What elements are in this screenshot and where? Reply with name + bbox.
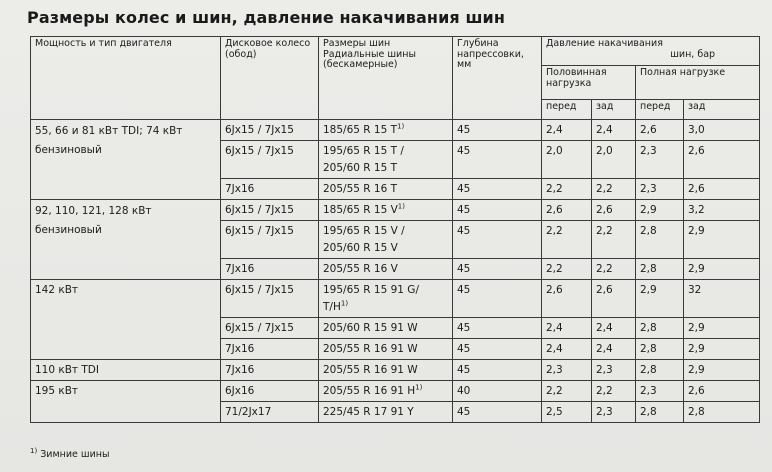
rim-cell: 6Jx15 / 7Jx15 — [221, 141, 319, 179]
half-rear-cell: 2,3 — [592, 360, 636, 381]
full-front-cell: 2,8 — [636, 259, 684, 280]
half-front-cell: 2,0 — [542, 141, 592, 179]
engine-cell: 110 кВт TDI — [31, 360, 221, 381]
header-half-load: Половинная нагрузка — [542, 66, 636, 99]
header-engine: Мощность и тип двигателя — [31, 37, 221, 120]
tire-cell: 205/55 R 16 91 $H^{1)}$ — [319, 381, 453, 402]
engine-cell — [31, 381, 221, 423]
full-front-cell: 2,8 — [636, 360, 684, 381]
depth-cell: 45 — [453, 200, 542, 221]
depth-cell: 45 — [453, 120, 542, 141]
full-rear-cell: 2,6 — [684, 381, 760, 402]
engine-cell — [31, 120, 221, 200]
half-front-cell: 2,3 — [542, 360, 592, 381]
depth-cell: 45 — [453, 259, 542, 280]
full-front-cell: 2,9 — [636, 280, 684, 318]
rim-cell: 6Jx15 / 7Jx15 — [221, 120, 319, 141]
full-front-cell: 2,3 — [636, 141, 684, 179]
tire-cell: 185/65 R 15 $T^{1)}$ — [319, 120, 453, 141]
table-row — [31, 280, 760, 318]
engine-label: 55, 66 и 81 кВт TDI; 74 кВт — [35, 125, 183, 137]
tire-cell: 195/65 R 15 T / 205/60 R 15 T — [319, 141, 453, 179]
half-front-cell: 2,2 — [542, 221, 592, 259]
half-rear-cell: 2,2 — [592, 381, 636, 402]
half-front-cell: 2,2 — [542, 259, 592, 280]
header-tire-size-line1: Размеры шин — [323, 38, 391, 49]
tire-cell: 205/55 R 16 T — [319, 179, 453, 200]
rim-cell: 6Jx15 / 7Jx15 — [221, 280, 319, 318]
full-rear-cell: 2,6 — [684, 179, 760, 200]
half-front-cell: 2,5 — [542, 402, 592, 423]
header-tire-size-line3: (бескамерные) — [323, 59, 398, 70]
header-full-load: Полная нагрузке — [636, 66, 760, 99]
engine-fuel: бензиновый — [35, 144, 102, 156]
rim-cell: 7Jx16 — [221, 179, 319, 200]
header-tire-size-line2: Радиальные шины — [323, 48, 416, 60]
header-half-front: перед — [542, 99, 592, 120]
half-rear-cell: 2,2 — [592, 259, 636, 280]
half-rear-cell: 2,2 — [592, 179, 636, 200]
half-front-cell: 2,4 — [542, 339, 592, 360]
tire-cell: 195/65 R 15 V / 205/60 R 15 V — [319, 221, 453, 259]
full-front-cell: 2,6 — [636, 120, 684, 141]
footnote-text: Зимние шины — [40, 449, 110, 460]
full-front-cell: 2,9 — [636, 200, 684, 221]
engine-label: 195 кВт — [35, 385, 79, 397]
engine-fuel: бензиновый — [35, 224, 102, 236]
header-full-rear: зад — [684, 99, 760, 120]
header-rim: Дисковое колесо (обод) — [221, 37, 319, 120]
half-front-cell: 2,2 — [542, 179, 592, 200]
depth-cell: 45 — [453, 141, 542, 179]
rim-cell: 7Jx16 — [221, 259, 319, 280]
full-rear-cell: 2,9 — [684, 360, 760, 381]
engine-label: 142 кВт — [35, 284, 79, 296]
rim-cell: 7Jx16 — [221, 360, 319, 381]
table-row — [31, 120, 760, 141]
full-rear-cell: 3,2 — [684, 200, 760, 221]
depth-cell: 45 — [453, 221, 542, 259]
tire-cell: 185/65 R 15 $V^{1)}$ — [319, 200, 453, 221]
engine-cell — [31, 280, 221, 360]
footnote — [30, 446, 110, 460]
half-rear-cell: 2,4 — [592, 120, 636, 141]
full-front-cell: 2,8 — [636, 402, 684, 423]
full-rear-cell: 2,6 — [684, 141, 760, 179]
full-rear-cell: 2,9 — [684, 221, 760, 259]
half-front-cell: 2,6 — [542, 200, 592, 221]
tire-cell: 225/45 R 17 91 Y — [319, 402, 453, 423]
rim-cell: 6Jx15 / 7Jx15 — [221, 221, 319, 259]
half-rear-cell: 2,6 — [592, 280, 636, 318]
full-rear-cell: 2,9 — [684, 318, 760, 339]
header-full-front: перед — [636, 99, 684, 120]
depth-cell: 40 — [453, 381, 542, 402]
half-front-cell: 2,6 — [542, 280, 592, 318]
table-row — [31, 360, 760, 381]
full-front-cell: 2,3 — [636, 381, 684, 402]
engine-label: 92, 110, 121, 128 кВт — [35, 205, 152, 217]
rim-cell: 7Jx16 — [221, 339, 319, 360]
depth-cell: 45 — [453, 318, 542, 339]
full-rear-cell: 2,9 — [684, 259, 760, 280]
full-front-cell: 2,8 — [636, 221, 684, 259]
half-rear-cell: 2,3 — [592, 402, 636, 423]
depth-cell: 45 — [453, 280, 542, 318]
table-row — [31, 381, 760, 402]
header-depth: Глубина напрессовки, мм — [453, 37, 542, 120]
tire-cell: 205/60 R 15 91 W — [319, 318, 453, 339]
depth-cell: 45 — [453, 360, 542, 381]
table-row — [31, 200, 760, 221]
engine-cell — [31, 200, 221, 280]
full-front-cell: 2,8 — [636, 339, 684, 360]
header-tire-size — [319, 37, 453, 120]
full-rear-cell: 3,0 — [684, 120, 760, 141]
full-rear-cell: 32 — [684, 280, 760, 318]
full-rear-cell: 2,9 — [684, 339, 760, 360]
full-rear-cell: 2,8 — [684, 402, 760, 423]
half-front-cell: 2,4 — [542, 120, 592, 141]
tire-cell: 195/65 R 15 91 G/ $T/H^{1)}$ — [319, 280, 453, 318]
depth-cell: 45 — [453, 179, 542, 200]
half-rear-cell: 2,6 — [592, 200, 636, 221]
half-rear-cell: 2,2 — [592, 221, 636, 259]
rim-cell: 6Jx15 / 7Jx15 — [221, 318, 319, 339]
tire-cell: 205/55 R 16 V — [319, 259, 453, 280]
header-pressure-line1: Давление накачивания — [546, 38, 663, 49]
tire-size-table — [30, 36, 760, 423]
tire-cell: 205/55 R 16 91 W — [319, 339, 453, 360]
header-half-rear: зад — [592, 99, 636, 120]
tire-cell: 205/55 R 16 91 W — [319, 360, 453, 381]
rim-cell: 6Jx15 / 7Jx15 — [221, 200, 319, 221]
half-rear-cell: 2,4 — [592, 318, 636, 339]
half-front-cell: 2,4 — [542, 318, 592, 339]
header-pressure-line2: шин, бар — [670, 48, 716, 60]
full-front-cell: 2,3 — [636, 179, 684, 200]
half-rear-cell: 2,0 — [592, 141, 636, 179]
half-rear-cell: 2,4 — [592, 339, 636, 360]
rim-cell: 6Jx16 — [221, 381, 319, 402]
half-front-cell: 2,2 — [542, 381, 592, 402]
footnote-mark: 1) — [30, 446, 38, 455]
header-pressure — [542, 37, 760, 66]
full-front-cell: 2,8 — [636, 318, 684, 339]
rim-cell: 71/2Jx17 — [221, 402, 319, 423]
depth-cell: 45 — [453, 339, 542, 360]
depth-cell: 45 — [453, 402, 542, 423]
page-title: Размеры колес и шин, давление накачивания шин — [27, 8, 505, 27]
